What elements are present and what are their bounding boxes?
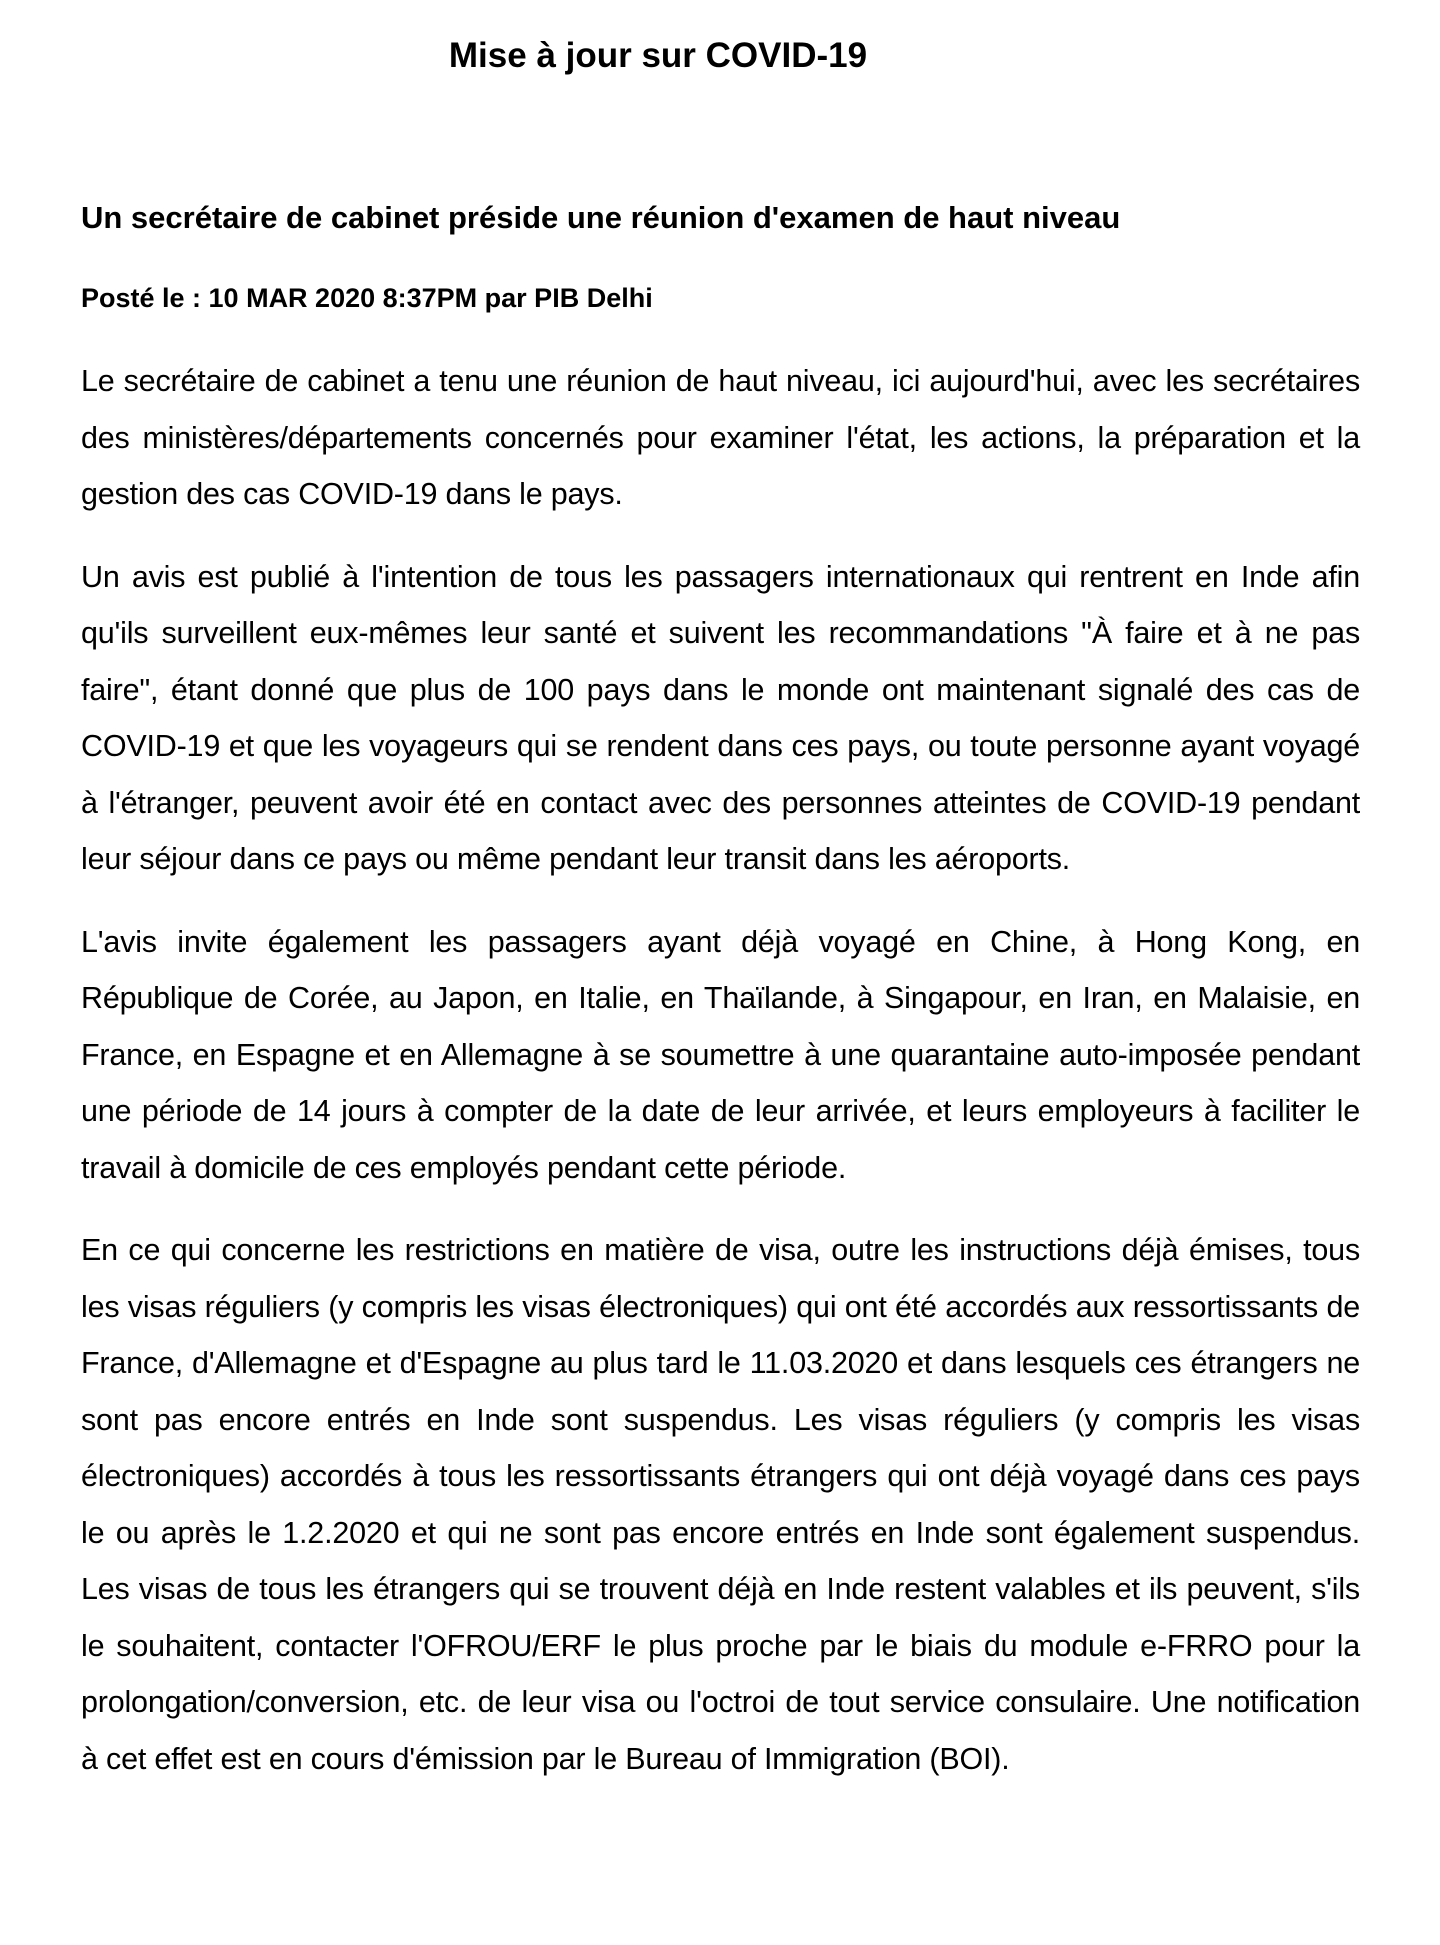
- document-title: Mise à jour sur COVID-19: [448, 36, 868, 75]
- posted-date-line: Posté le : 10 MAR 2020 8:37PM par PIB Delhi: [81, 283, 653, 313]
- body-paragraph-1: Le secrétaire de cabinet a tenu une réunion de haut niveau, ici aujourd'hui, avec les secrétaires des ministères/départements concernés pour examiner l'état, les actions, la préparation et la gestion des cas COVID-19 dans le pays.: [81, 364, 1360, 511]
- article-body: [81, 353, 1360, 1813]
- article-headline: Un secrétaire de cabinet préside une réunion d'examen de haut niveau: [81, 200, 1121, 235]
- body-paragraph-3: L'avis invite également les passagers ayant déjà voyagé en Chine, à Hong Kong, en République de Corée, au Japon, en Italie, en Thaïlande, à Singapour, en Iran, en Malaisie, en France, en Espagne et en Allemagne à se soumettre à une quarantaine auto-imposée pendant une période de 14 jours à compter de la date de leur arrivée, et leurs employeurs à faciliter le travail à domicile de ces employés pendant cette période.: [81, 924, 1360, 1185]
- body-paragraph-2: Un avis est publié à l'intention de tous les passagers internationaux qui rentrent en Inde afin qu'ils surveillent eux-mêmes leur santé et suivent les recommandations "À faire et à ne pas faire", étant donné que plus de 100 pays dans le monde ont maintenant signalé des cas de COVID-19 et que les voyageurs qui se rendent dans ces pays, ou toute personne ayant voyagé à l'étranger, peuvent avoir été en contact avec des personnes atteintes de COVID-19 pendant leur séjour dans ce pays ou même pendant leur transit dans les aéroports.: [81, 559, 1360, 876]
- body-paragraph-4: En ce qui concerne les restrictions en matière de visa, outre les instructions déjà émises, tous les visas réguliers (y compris les visas électroniques) qui ont été accordés aux ressortissants de France, d'Allemagne et d'Espagne au plus tard le 11.03.2020 et dans lesquels ces étrangers ne sont pas encore entrés en Inde sont suspendus. Les visas réguliers (y compris les visas électroniques) accordés à tous les ressortissants étrangers qui ont déjà voyagé dans ces pays le ou après le 1.2.2020 et qui ne sont pas encore entrés en Inde sont également suspendus. Les visas de tous les étrangers qui se trouvent déjà en Inde restent valables et ils peuvent, s'ils le souhaitent, contacter l'OFROU/ERF le plus proche par le biais du module e-FRRO pour la prolongation/conversion, etc. de leur visa ou l'octroi de tout service consulaire. Une notification à cet effet est en cours d'émission par le Bureau of Immigration (BOI).: [81, 1233, 1360, 1776]
